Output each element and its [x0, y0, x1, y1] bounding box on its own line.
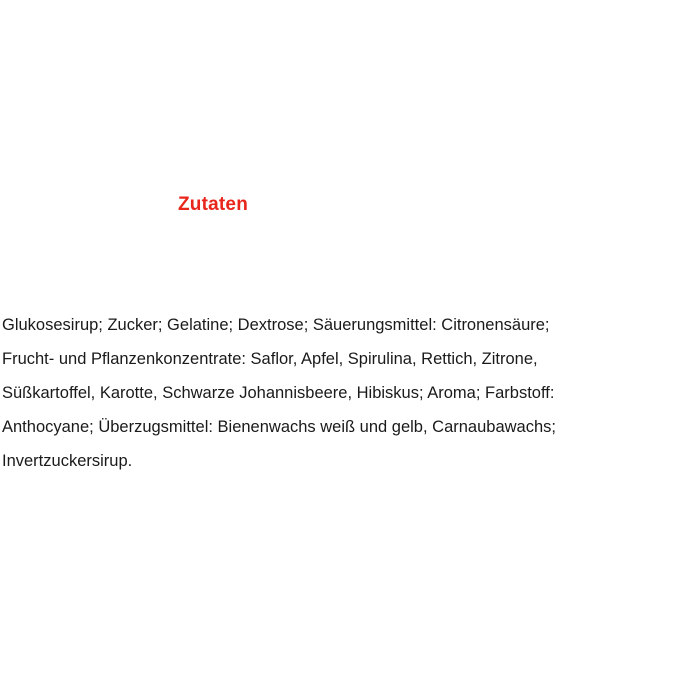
ingredients-line: Süßkartoffel, Karotte, Schwarze Johannisbeere, Hibiskus; Aroma; Farbstoff: — [2, 384, 555, 402]
ingredients-line: Glukosesirup; Zucker; Gelatine; Dextrose; Säuerungsmittel: Citronensäure; — [2, 316, 550, 334]
ingredients-line: Frucht- und Pflanzenkonzentrate: Saflor, Apfel, Spirulina, Rettich, Zitrone, — [2, 350, 538, 368]
ingredients-line: Anthocyane; Überzugsmittel: Bienenwachs weiß und gelb, Carnaubawachs; — [2, 418, 556, 436]
ingredients-line: Invertzuckersirup. — [2, 452, 133, 470]
ingredients-text-block — [2, 308, 698, 478]
page-title: Zutaten — [178, 194, 249, 215]
